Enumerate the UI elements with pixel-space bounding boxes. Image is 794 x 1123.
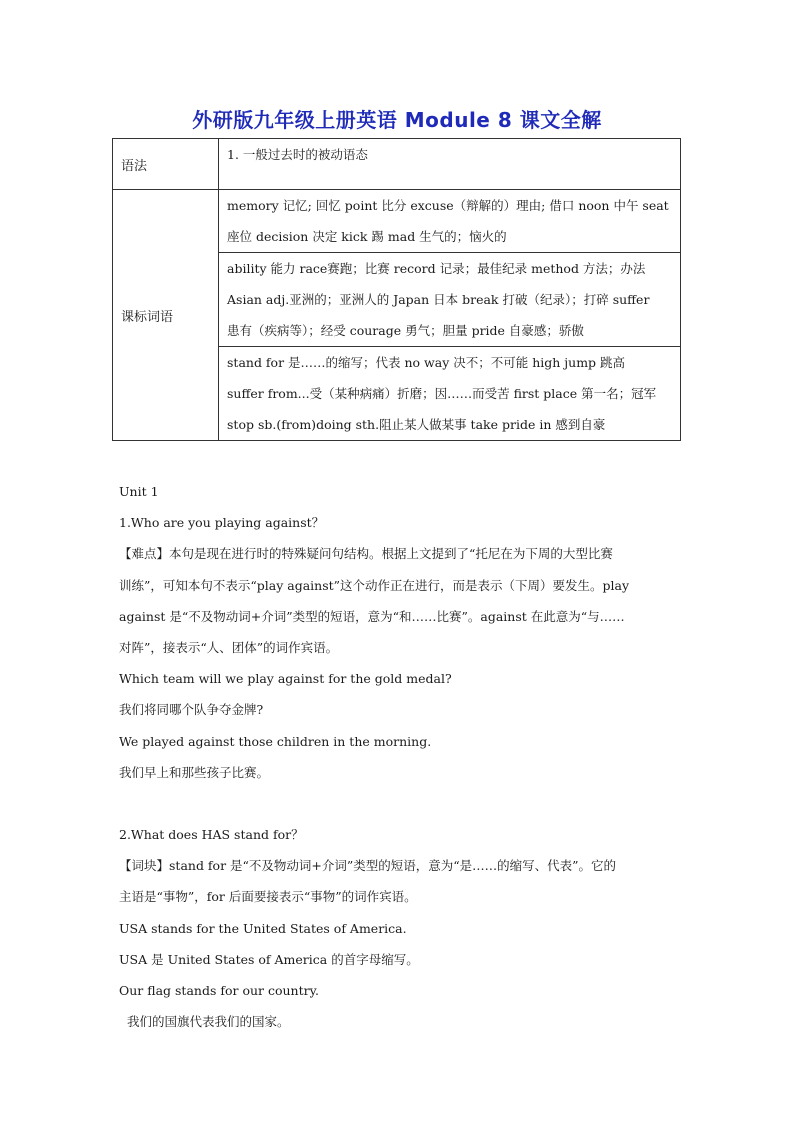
section-2-note-line: 【词块】stand for 是“不及物动词+介词”类型的短语，意为“是……的缩写、代表”。它的 [119, 858, 617, 874]
section-spacer [119, 788, 689, 819]
vocab-group-2 [219, 253, 681, 347]
vocab-line: stop sb.(from)doing sth.阻止某人做某事 take pride in 感到自豪 [227, 417, 606, 432]
example-sentence: Which team will we play against for the gold medal? [119, 671, 452, 687]
section-1-note-line: 【难点】本句是现在进行时的特殊疑问句结构。根据上文提到了“托尼在为下周的大型比赛 [119, 546, 613, 562]
unit-heading: Unit 1 [119, 484, 159, 499]
vocab-line: memory 记忆; 回忆 point 比分 excuse（辩解的）理由; 借口 noon 中午 seat [227, 198, 669, 213]
vocab-group-1 [219, 190, 681, 253]
section-1-note-line: 对阵”，接表示“人、团体”的词作宾语。 [119, 640, 339, 656]
vocab-line: 患有（疾病等）；经受 courage 勇气；胆量 pride 自豪感；骄傲 [227, 323, 584, 338]
grammar-value: 1. 一般过去时的被动语态 [219, 139, 681, 190]
vocab-line: ability 能力 race赛跑；比赛 record 记录；最佳纪录 method 方法；办法 [227, 261, 646, 276]
section-1-note-line: against 是“不及物动词+介词”类型的短语，意为“和……比赛”。against 在此意为“与…… [119, 608, 625, 624]
page-title: 外研版九年级上册英语 Module 8 课文全解 [192, 108, 602, 132]
vocab-group-3 [219, 347, 681, 441]
vocab-line: stand for 是……的缩写；代表 no way 决不；不可能 high jump 跳高 [227, 355, 626, 370]
example-translation: 我们将同哪个队争夺金牌? [119, 702, 264, 718]
lesson-body [119, 476, 689, 1037]
example-translation: 我们的国旗代表我们的国家。 [119, 1014, 290, 1030]
vocab-line: suffer from...受（某种病痛）折磨；因……而受苦 first place 第一名；冠军 [227, 386, 657, 401]
section-2-heading: 2.What does HAS stand for？ [119, 827, 304, 843]
example-sentence: We played against those children in the morning. [119, 733, 432, 749]
table-row-grammar [113, 139, 681, 190]
example-sentence: Our flag stands for our country. [119, 983, 319, 999]
vocab-label: 课标词语 [113, 190, 219, 441]
example-translation: 我们早上和那些孩子比赛。 [119, 764, 270, 780]
example-sentence: USA stands for the United States of America. [119, 920, 407, 936]
section-2-note-line: 主语是“事物”，for 后面要接表示“事物”的词作宾语。 [119, 889, 417, 905]
vocab-line: 座位 decision 决定 kick 踢 mad 生气的；恼火的 [227, 229, 507, 244]
table-row-vocab-1 [113, 190, 681, 253]
section-1-heading: 1.Who are you playing against？ [119, 515, 325, 531]
section-1-note-line: 训练”，可知本句不表示“play against”这个动作正在进行，而是表示（下周）要发生。play [119, 577, 630, 593]
vocab-line: Asian adj.亚洲的；亚洲人的 Japan 日本 break 打破（纪录）；打碎 suffer [227, 292, 650, 307]
grammar-label: 语法 [113, 139, 219, 190]
vocabulary-table [112, 138, 681, 441]
example-translation: USA 是 United States of America 的首字母缩写。 [119, 951, 419, 967]
